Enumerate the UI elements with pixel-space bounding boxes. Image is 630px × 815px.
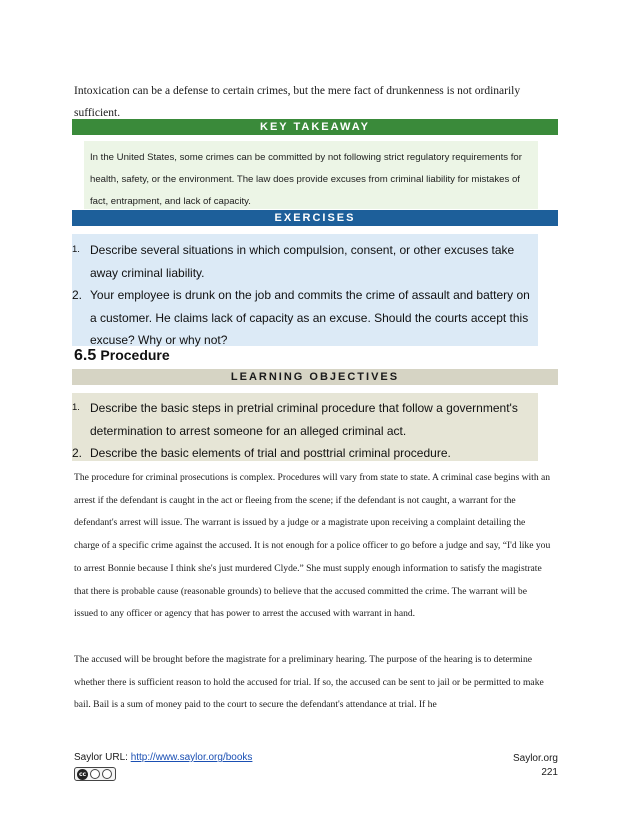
body-paragraph-1: The procedure for criminal prosecutions is complex. Procedures will vary from state to state. A criminal case begins with an arrest if the defendant is caught in the act or fleeing from the scene; if the defendant is not caught, a warrant for the defendant's arrest will issue. The warrant is issued by a judge or a magistrate upon receiving a complaint detailing the charge of a specific crime against the accused. It is not enough for a police officer to go before a judge and say, “I'd like you to arrest Bonnie because I think she's just murdered Clyde.” She must supply enough information to satisfy the magistrate that there is probable cause (reasonable grounds) to believe that the accused committed the crime. The warrant will be issued to any officer or agency that has power to arrest the accused with warrant in hand.: [74, 472, 551, 620]
intro-paragraph: Intoxication can be a defense to certain crimes, but the mere fact of drunkenness is not ordinarily sufficient.: [74, 85, 521, 119]
list-text: Describe the basic steps in pretrial criminal procedure that follow a government's determination to arrest someone for an alleged criminal act.: [90, 401, 518, 438]
footer-url: [74, 752, 252, 763]
exercises-list: [72, 234, 538, 352]
creative-commons-badge: [74, 767, 116, 781]
nc-icon: [102, 769, 112, 779]
list-text: Your employee is drunk on the job and commits the crime of assault and battery on a customer. He claims lack of capacity as an excuse. Should the courts accept this excuse? Why or why not?: [90, 288, 530, 347]
key-takeaway-text: In the United States, some crimes can be committed by not following strict regulatory requirements for health, safety, or the environment. The law does provide excuses from criminal liability for mistakes of fact, entrapment, and lack of capacity.: [90, 152, 522, 207]
list-number: 1.: [72, 402, 80, 413]
list-item: [72, 284, 532, 352]
objectives-list: [72, 393, 538, 465]
footer-right: [513, 752, 558, 780]
list-item: [72, 239, 532, 284]
saylor-books-link[interactable]: http://www.saylor.org/books: [130, 752, 253, 763]
list-number: 2.: [72, 446, 83, 460]
learning-objectives-heading: LEARNING OBJECTIVES: [72, 369, 558, 385]
key-takeaway-box: [84, 141, 538, 209]
section-number: 6.5: [74, 347, 97, 364]
list-item: [72, 442, 532, 465]
list-text: Describe several situations in which compulsion, consent, or other excuses take away criminal liability.: [90, 243, 515, 280]
exercises-heading: EXERCISES: [72, 210, 558, 226]
body-paragraph-2: The accused will be brought before the magistrate for a preliminary hearing. The purpose of the hearing is to determine whether there is sufficient reason to hold the accused for trial. If so, the accused can be sent to jail or be permitted to make bail. Bail is a sum of money paid to the court to secure the defendant's attendance at trial. If he: [74, 654, 544, 711]
learning-objectives-box: [72, 393, 538, 461]
by-icon: [90, 769, 100, 779]
list-number: 1.: [72, 244, 80, 255]
list-number: 2.: [72, 288, 83, 302]
exercises-box: [72, 234, 538, 346]
section-title: [74, 347, 170, 365]
footer-site: Saylor.org: [512, 753, 558, 764]
list-item: [72, 397, 532, 442]
cc-icon: cc: [78, 770, 87, 778]
section-name: Procedure: [100, 347, 170, 363]
footer-url-label: Saylor URL:: [74, 752, 131, 763]
key-takeaway-heading: KEY TAKEAWAY: [72, 119, 558, 135]
page-number: 221: [541, 767, 558, 778]
list-text: Describe the basic elements of trial and posttrial criminal procedure.: [90, 446, 451, 460]
